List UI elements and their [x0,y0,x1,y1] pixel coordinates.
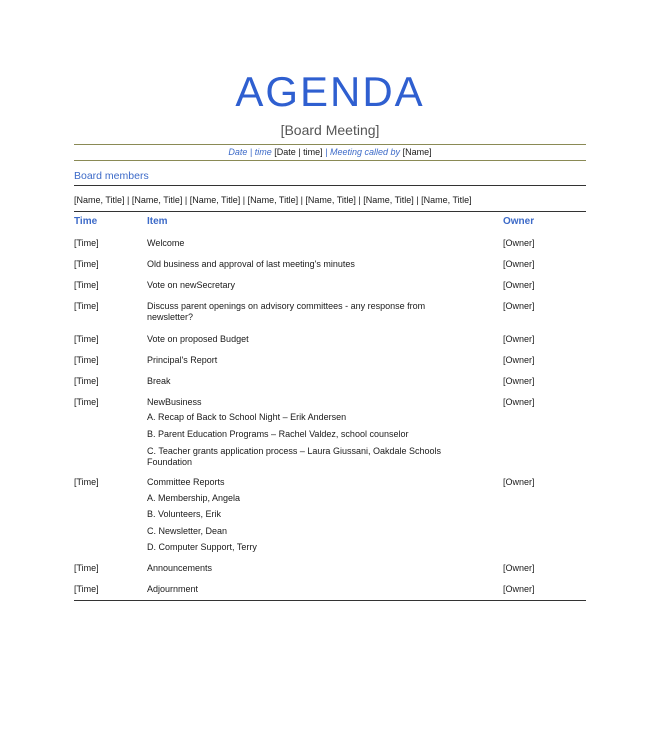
header-item: Item [147,216,168,227]
divider [74,160,586,161]
divider [74,144,586,145]
separator: | [325,147,328,157]
row-time: [Time] [74,584,99,594]
row-time: [Time] [74,477,99,487]
sub-item: D. Computer Support, Terry [147,542,257,552]
row-owner: [Owner] [503,477,535,487]
row-item: NewBusiness [147,397,202,407]
row-time: [Time] [74,259,99,269]
date-time-value: [Date | time] [274,147,323,157]
row-item: Discuss parent openings on advisory committees - any response from newsletter? [147,301,426,322]
row-time: [Time] [74,563,99,573]
agenda-title: AGENDA [235,68,425,115]
sub-item: C. Teacher grants application process – Laura Giussani, Oakdale Schools Foundation [147,446,441,467]
row-item: Vote on newSecretary [147,280,236,290]
row-item: Adjournment [147,584,199,594]
sub-item: C. Newsletter, Dean [147,526,228,536]
row-time: [Time] [74,334,99,344]
row-owner: [Owner] [503,355,535,365]
row-owner: [Owner] [503,376,535,386]
divider [74,600,586,601]
divider [74,211,586,212]
row-time: [Time] [74,355,99,365]
row-item: Vote on proposed Budget [147,334,249,344]
row-time: [Time] [74,301,99,311]
sub-item: A. Recap of Back to School Night – Erik Andersen [147,412,347,422]
date-time-label: Date | time [228,147,272,157]
board-members-label: Board members [74,170,149,182]
row-owner: [Owner] [503,563,535,573]
row-owner: [Owner] [503,584,535,594]
row-owner: [Owner] [503,334,535,344]
sub-item: B. Volunteers, Erik [147,509,222,519]
row-time: [Time] [74,397,99,407]
row-time: [Time] [74,238,99,248]
header-time: Time [74,216,98,227]
date-line [74,146,586,158]
board-members-list: [Name, Title] | [Name, Title] | [Name, Title] | [Name, Title] | [Name, Title] | [Name, Title] | [Name, Title] [74,195,472,205]
header-owner: Owner [503,216,535,227]
sub-item: A. Membership, Angela [147,493,241,503]
meeting-subtitle: [Board Meeting] [280,122,380,138]
row-owner: [Owner] [503,280,535,290]
row-item: Principal's Report [147,355,218,365]
row-time: [Time] [74,376,99,386]
row-item: Committee Reports [147,477,225,487]
row-owner: [Owner] [503,238,535,248]
row-item: Welcome [147,238,185,248]
divider [74,185,586,186]
row-owner: [Owner] [503,259,535,269]
row-time: [Time] [74,280,99,290]
row-item: Break [147,376,171,386]
called-by-value: [Name] [402,147,432,157]
row-owner: [Owner] [503,397,535,407]
row-item: Old business and approval of last meeting's minutes [147,259,355,269]
called-by-label: Meeting called by [330,147,401,157]
sub-item: B. Parent Education Programs – Rachel Valdez, school counselor [147,429,409,439]
row-item: Announcements [147,563,213,573]
row-owner: [Owner] [503,301,535,311]
